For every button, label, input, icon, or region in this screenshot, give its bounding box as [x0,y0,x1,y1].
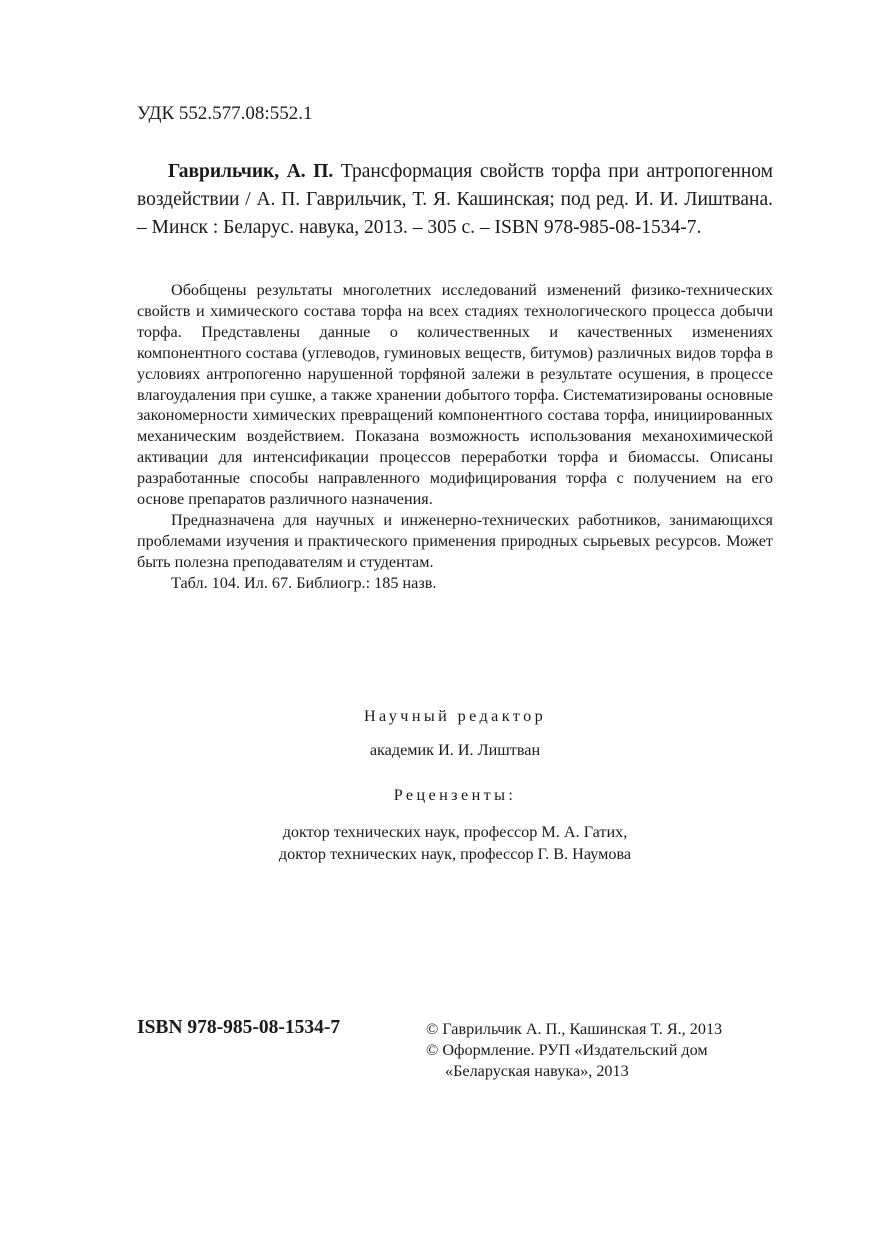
copyright-line: «Беларуская навука», 2013 [445,1062,629,1080]
annotation-paragraph: Обобщены результаты многолетних исследований изменений физико-технических свойств и химического состава торфа на всех стадиях технологического процесса добычи торфа. Представлены данные о количественных и качественных изменениях компонентного состава (углеводов, гуминовых веществ, битумов) различных видов торфа в условиях антропогенно нарушенной торфяной залежи в результате осушения, в процессе влагоудаления при сушке, а также хранении добытого торфа. Систематизированы основные закономерности химических превращений компонентного состава торфа, инициированных механическим воздействием. Показана возможность использования механохимической активации для интенсификации процессов переработки торфа и биомассы. Описаны разработанные способы направленного модифицирования торфа с получением на его основе препаратов различного назначения. [137,281,773,509]
annotation [137,280,773,594]
reviewer: доктор технических наук, профессор М. А. Гатих, [282,823,628,841]
annotation-stats: Табл. 104. Ил. 67. Библиогр.: 185 назв. [171,573,437,592]
copyright-line: © Гаврильчик А. П., Кашинская Т. Я., 2013 [426,1020,723,1038]
scientific-editor-title: Научный редактор [363,707,547,725]
isbn: ISBN 978-985-08-1534-7 [137,1017,341,1038]
copyright-block [426,1019,722,1082]
reviewers-list [137,821,773,865]
copyright-line: © Оформление. РУП «Издательский дом [426,1041,708,1059]
reviewers-title: Рецензенты: [393,786,517,804]
bibliographic-description [137,158,773,243]
author-name: Гаврильчик, А. П. [168,161,334,182]
scientific-editor-name: академик И. И. Лиштван [369,741,541,759]
reviewer: доктор технических наук, профессор Г. В. Наумова [278,845,632,863]
bibliographic-text: Трансформация свойств торфа при антропогенном воздействии / А. П. Гаврильчик, Т. Я. Кашинская; под ред. И. И. Лиштвана. – Минск : Беларус. навука, 2013. – 305 с. – ISBN 978-985-08-1534-7. [137,161,773,239]
annotation-paragraph: Предназначена для научных и инженерно-технических работников, занимающихся проблемами изучения и практического применения природных сырьевых ресурсов. Может быть полезна преподавателям и студентам. [137,510,773,571]
udk-code: УДК 552.577.08:552.1 [137,103,313,124]
